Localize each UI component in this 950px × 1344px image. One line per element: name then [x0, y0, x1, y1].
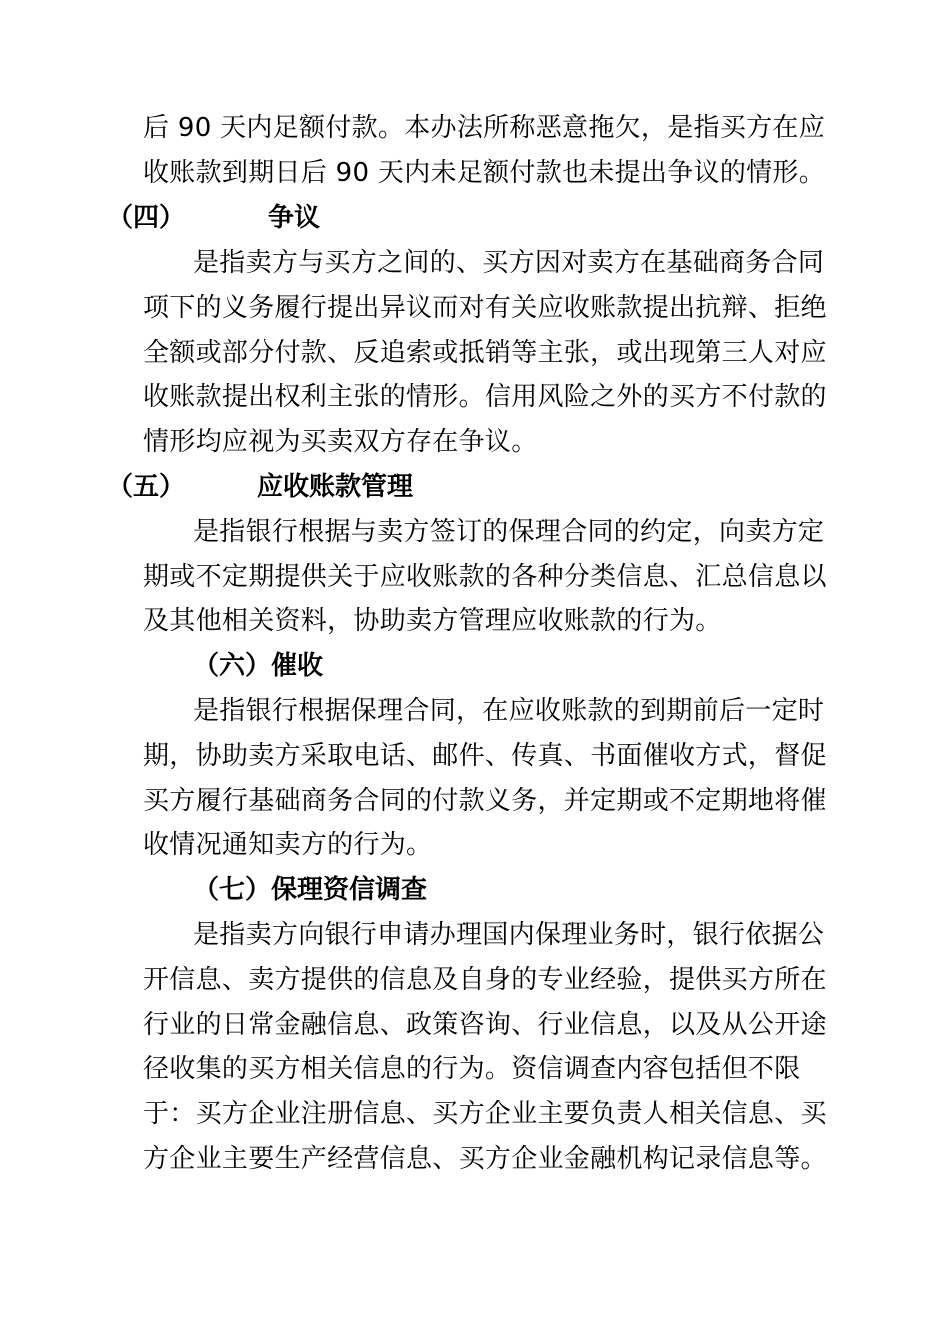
- paragraph-line: 收账款提出权利主张的情形。信用风险之外的买方不付款的: [143, 382, 827, 412]
- paragraph-line: 期，协助卖方采取电话、邮件、传真、书面催收方式，督促: [143, 741, 827, 771]
- paragraph-line: 全额或部分付款、反追索或抵销等主张，或出现第三人对应: [143, 338, 827, 368]
- paragraph-line: 买方履行基础商务合同的付款义务，并定期或不定期地将催: [143, 786, 827, 816]
- paragraph-line: 及其他相关资料，协助卖方管理应收账款的行为。: [143, 606, 722, 636]
- paragraph-line: 期或不定期提供关于应收账款的各种分类信息、汇总信息以: [143, 562, 827, 592]
- paragraph-line: 项下的义务履行提出异议而对有关应收账款提出抗辩、拒绝: [143, 293, 827, 323]
- paragraph-line: 方企业主要生产经营信息、买方企业金融机构记录信息等。: [143, 1144, 827, 1174]
- section-title-receivables-management: 应收账款管理: [257, 472, 414, 502]
- paragraph-line: 是指卖方向银行申请办理国内保理业务时，银行依据公: [193, 920, 825, 950]
- paragraph-line: 情形均应视为买卖双方存在争议。: [143, 427, 538, 457]
- paragraph-line: 开信息、卖方提供的信息及自身的专业经验，提供买方所在: [143, 965, 827, 995]
- section-number-5: （五）: [107, 472, 186, 502]
- paragraph-line: 收情况通知卖方的行为。: [143, 830, 433, 860]
- paragraph-line: 径收集的买方相关信息的行为。资信调查内容包括但不限: [143, 1054, 801, 1084]
- paragraph-line: 收账款到期日后 90 天内未足额付款也未提出争议的情形。: [143, 158, 826, 188]
- section-title-dispute: 争议: [268, 203, 321, 233]
- section-heading-credit-investigation: （七）保理资信调查: [193, 875, 428, 905]
- paragraph-line: 行业的日常金融信息、政策咨询、行业信息，以及从公开途: [143, 1010, 827, 1040]
- section-heading-collection: （六）催收: [193, 651, 324, 681]
- paragraph-line: 是指银行根据与卖方签订的保理合同的约定，向卖方定: [193, 517, 825, 547]
- section-number-4: （四）: [107, 203, 186, 233]
- paragraph-line: 是指银行根据保理合同，在应收账款的到期前后一定时: [193, 696, 825, 726]
- paragraph-line: 于：买方企业注册信息、买方企业主要负责人相关信息、买: [143, 1099, 827, 1129]
- paragraph-line: 后 90 天内足额付款。本办法所称恶意拖欠，是指买方在应: [143, 113, 826, 143]
- paragraph-line: 是指卖方与买方之间的、买方因对卖方在基础商务合同: [193, 248, 825, 278]
